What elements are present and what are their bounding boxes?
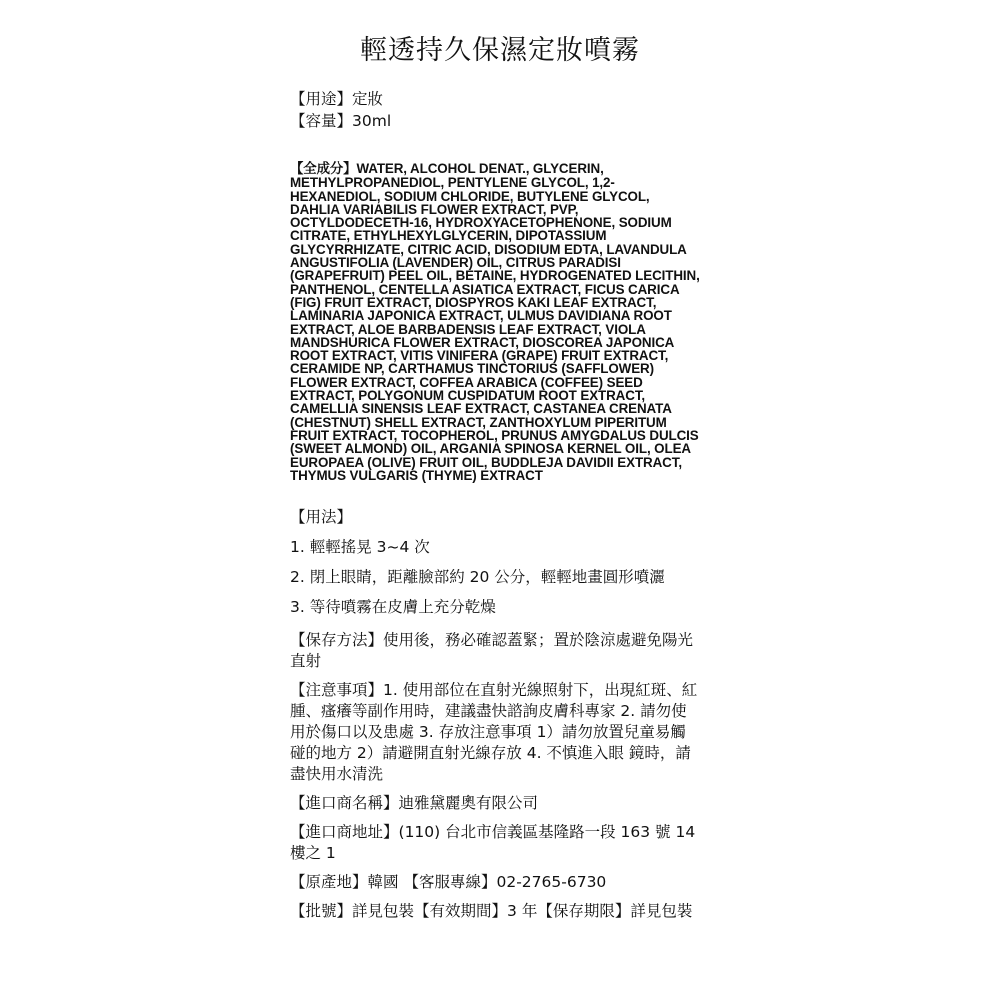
origin-hotline — [290, 872, 700, 893]
origin-text: 韓國 — [367, 873, 399, 892]
page-title: 輕透持久保濕定妝噴霧 — [360, 35, 640, 66]
spec-purpose — [290, 88, 700, 110]
importer-address-text: (110) 台北市信義區基隆路一段 163 號 14 樓之 1 — [290, 823, 696, 863]
origin-label: 【原產地】 — [290, 873, 368, 892]
usage-step-3: 3. 等待噴霧在皮膚上充分乾燥 — [290, 598, 496, 617]
ingredients-label: 【全成分】 — [290, 162, 357, 177]
spec-purpose-label: 【用途】 — [290, 90, 353, 108]
spec-volume-value: 30ml — [352, 112, 392, 130]
storage-text: 使用後，務必確認蓋緊；置於陰涼處避免陽光直射 — [290, 631, 694, 671]
batch-validity — [290, 901, 700, 922]
expiry-label: 【保存期限】 — [537, 902, 631, 921]
importer-name-text: 迪雅黛麗奧有限公司 — [398, 794, 539, 813]
storage-method — [290, 630, 700, 672]
importer-name-label: 【進口商名稱】 — [290, 794, 399, 813]
usage-heading: 【用法】 — [290, 508, 353, 527]
usage-step-2: 2. 閉上眼睛，距離臉部約 20 公分，輕輕地畫圓形噴灑 — [290, 568, 665, 587]
usage-step-1: 1. 輕輕搖晃 3~4 次 — [290, 538, 430, 557]
importer-name — [290, 793, 700, 814]
spec-volume — [290, 110, 700, 132]
hotline-number: 02-2765-6730 — [496, 873, 607, 892]
expiry-text: 詳見包裝 — [630, 902, 693, 921]
batch-text: 詳見包裝 — [352, 902, 415, 921]
caution-notes — [290, 680, 700, 785]
caution-label: 【注意事項】 — [290, 681, 384, 700]
hotline-label: 【客服專線】 — [403, 873, 497, 892]
ingredients-block — [290, 162, 700, 482]
storage-label: 【保存方法】 — [290, 631, 384, 650]
batch-label: 【批號】 — [290, 902, 353, 921]
ingredients-text: WATER, ALCOHOL DENAT., GLYCERIN, METHYLPROPANEDIOL, PENTYLENE GLYCOL, 1,2-HEXANEDIOL, SODIUM CHLORIDE, BUTYLENE GLYCOL, DAHLIA VARIABILIS FLOWER EXTRACT, PVP, OCTYLDODECETH-16, HYDROXYACETOPHENONE, SODIUM CITRATE, ETHYLHEXYLGLYCERIN, DIPOTASSIUM GLYCYRRHIZATE, CITRIC ACID, DISODIUM EDTA, LAVANDULA ANGUSTIFOLIA (LAVENDER) OIL, CITRUS PARADISI (GRAPEFRUIT) PEEL OIL, BETAINE, HYDROGENATED LECITHIN, PANTHENOL, CENTELLA ASIATICA EXTRACT, FICUS CARICA (FIG) FRUIT EXTRACT, DIOSPYROS KAKI LEAF EXTRACT, LAMINARIA JAPONICA EXTRACT, ULMUS DAVIDIANA ROOT EXTRACT, ALOE BARBADENSIS LEAF EXTRACT, VIOLA MANDSHURICA FLOWER EXTRACT, DIOSCOREA JAPONICA ROOT EXTRACT, VITIS VINIFERA (GRAPE) FRUIT EXTRACT, CERAMIDE NP, CARTHAMUS TINCTORIUS (SAFFLOWER) FLOWER EXTRACT, COFFEA ARABICA (COFFEE) SEED EXTRACT, POLYGONUM CUSPIDATUM ROOT EXTRACT, CAMELLIA SINENSIS LEAF EXTRACT, CASTANEA CRENATA (CHESTNUT) SHELL EXTRACT, ZANTHOXYLUM PIPERITUM FRUIT EXTRACT, TOCOPHEROL, PRUNUS AMYGDALUS DULCIS (SWEET ALMOND) OIL, ARGANIA SPINOSA KERNEL OIL, OLEA EUROPAEA (OLIVE) FRUIT OIL, BUDDLEJA DAVIDII EXTRACT, THYMUS VULGARIS (THYME) EXTRACT — [290, 161, 700, 483]
validity-label: 【有效期間】 — [414, 902, 508, 921]
product-info-panel — [290, 88, 700, 922]
spec-purpose-value: 定妝 — [352, 90, 384, 108]
importer-address — [290, 822, 700, 864]
importer-address-label: 【進口商地址】 — [290, 823, 399, 842]
spec-volume-label: 【容量】 — [290, 112, 353, 130]
validity-text: 3 年 — [507, 902, 538, 921]
caution-text: 1. 使用部位在直射光線照射下，出現紅斑、紅腫、瘙癢等副作用時，建議盡快諮詢皮膚科專家 2. 請勿使用於傷口以及患處 3. 存放注意事項 1）請勿放置兒童易觸碰的地方 2）請避開直射光線存放 4. 不慎進入眼 鏡時，請盡快用水清洗 — [290, 681, 698, 784]
